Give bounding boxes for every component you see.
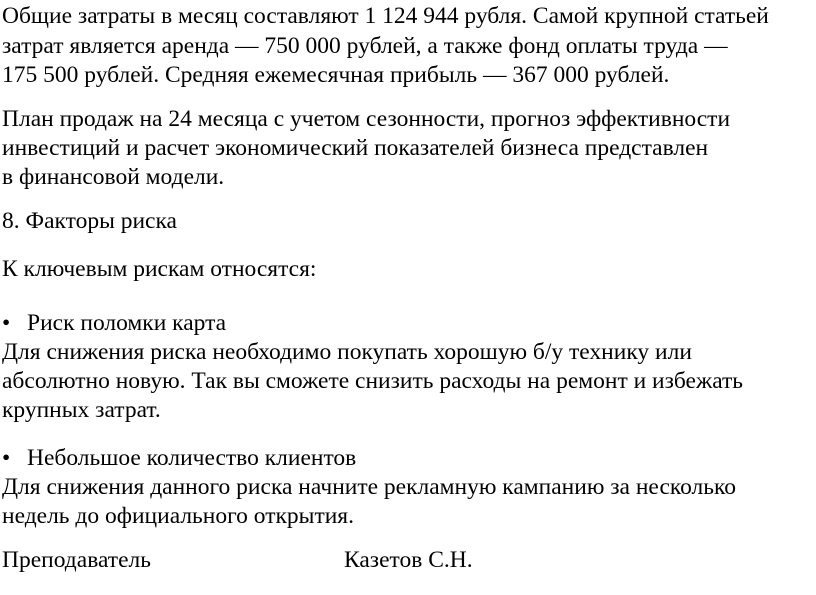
risk-1-line-1: Для снижения риска необходимо покупать хорошую б/у технику или xyxy=(2,339,692,365)
section-heading: 8. Факторы риска xyxy=(2,208,177,234)
bullet-icon: • xyxy=(2,445,11,471)
risk-1-title: Риск поломки карта xyxy=(27,310,227,336)
risk-1-line-3: крупных затрат. xyxy=(2,397,161,423)
risk-2-line-1: Для снижения данного риска начните рекламную кампанию за несколько xyxy=(2,474,736,500)
signature-role: Преподаватель xyxy=(2,547,151,573)
bullet-icon: • xyxy=(2,310,11,336)
paragraph-1-line-2: затрат является аренда — 750 000 рублей, а также фонд оплаты труда — xyxy=(2,33,728,59)
signature-name: Казетов С.Н. xyxy=(344,547,473,573)
risk-2-line-2: недель до официального открытия. xyxy=(2,503,354,529)
paragraph-2-line-3: в финансовой модели. xyxy=(2,164,225,190)
paragraph-2-line-1: План продаж на 24 месяца с учетом сезонности, прогноз эффективности xyxy=(2,106,731,132)
paragraph-1-line-3: 175 500 рублей. Средняя ежемесячная прибыль — 367 000 рублей. xyxy=(2,62,670,88)
risk-2-title: Небольшое количество клиентов xyxy=(27,445,357,471)
paragraph-1-line-1: Общие затраты в месяц составляют 1 124 944 рубля. Самой крупной статьей xyxy=(2,3,769,29)
risk-1-line-2: абсолютно новую. Так вы сможете снизить расходы на ремонт и избежать xyxy=(2,368,744,394)
paragraph-2-line-2: инвестиций и расчет экономический показателей бизнеса представлен xyxy=(2,135,709,161)
risks-intro: К ключевым рискам относятся: xyxy=(2,256,317,282)
